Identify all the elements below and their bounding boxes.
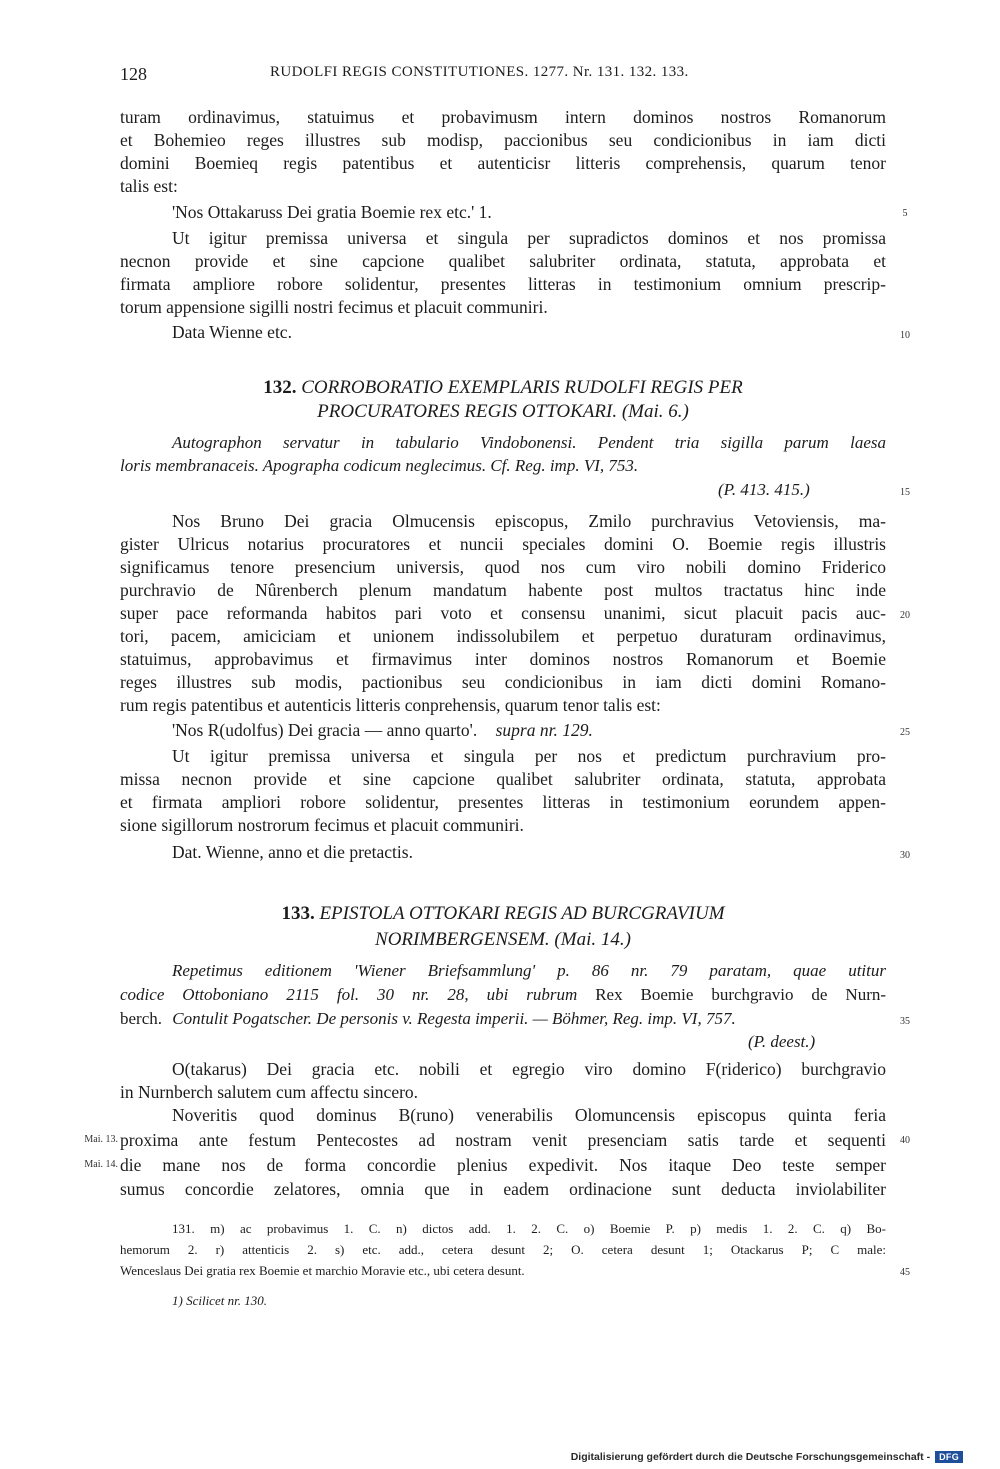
text-line: purchravio de Nûrenberch plenum mandatum habente post multos tractatus hinc inde — [120, 580, 886, 600]
reference: (P. 413. 415.) — [718, 480, 810, 499]
section-132-heading — [120, 376, 886, 400]
note-rubric: berch. — [120, 1009, 163, 1028]
margin-date: Mai. 13. — [84, 1134, 118, 1145]
section-133-heading-2: NORIMBERGENSEM. (Mai. 14.) — [375, 929, 631, 950]
footnote-line: hemorum 2. r) attenticis 2. s) etc. add., cetera desunt 2; O. cetera desunt 1; Otackarus P; C male: — [120, 1242, 886, 1257]
line-number: 5 — [902, 208, 908, 219]
text-line: 'Nos Ottakaruss Dei gratia Boemie rex etc.' 1. — [172, 202, 492, 222]
text-line: tori, pacem, amiciciam et unionem indissolubilem et perpetuo duraturam ordinavimus, — [120, 626, 886, 646]
page-number: 128 — [120, 64, 147, 84]
editorial-note: Repetimus editionem 'Wiener Briefsammlung' p. 86 nr. 79 paratam, quae utitur — [172, 961, 886, 980]
reference: (P. deest.) — [748, 1032, 816, 1051]
text-line: proxima ante festum Pentecostes ad nostram venit presenciam satis tarde et sequenti — [120, 1130, 886, 1150]
editorial-note: loris membranaceis. Apographa codicum neglecimus. Cf. Reg. imp. VI, 753. — [120, 456, 639, 475]
editorial-note — [120, 984, 886, 1006]
text-line: significamus tenore presencium universis, quod nos cum viro nobili domino Friderico — [120, 557, 886, 577]
text-line: sumus concordie zelatores, omnia que in eadem ordinacione sunt deducta inviolabiliter — [120, 1179, 886, 1199]
quoted-incipit: 'Nos R(udolfus) Dei gracia — anno quarto'. — [172, 720, 478, 740]
section-number: 132. — [263, 377, 297, 398]
footer-text: Digitalisierung gefördert durch die Deutsche Forschungsgemeinschaft - — [570, 1451, 931, 1463]
text-line: talis est: — [120, 176, 178, 196]
text-line: O(takarus) Dei gracia etc. nobili et egregio viro domino F(riderico) burchgravio — [172, 1059, 886, 1079]
footnote-line: Wenceslaus Dei gratia rex Boemie et marchio Moravie etc., ubi cetera desunt. — [120, 1263, 525, 1278]
line-number: 20 — [900, 610, 910, 621]
section-title: CORROBORATIO EXEMPLARIS RUDOLFI REGIS PER — [301, 377, 743, 398]
footnote-line: 1) Scilicet nr. 130. — [172, 1293, 267, 1308]
text-line: gister Ulricus notarius procuratores et nuncii speciales domini O. Boemie regis illustris — [120, 534, 886, 554]
line-number: 35 — [900, 1016, 910, 1027]
text-line: Nos Bruno Dei gracia Olmucensis episcopus, Zmilo purchravius Vetoviensis, ma- — [172, 511, 886, 531]
text-line: die mane nos de forma concordie plenius expedivit. Nos itaque Deo teste semper — [120, 1155, 886, 1175]
line-number: 25 — [900, 727, 910, 738]
text-line: reges illustres sub modis, pactionibus seu condicionibus in iam dicti domini Romano- — [120, 672, 886, 692]
line-number: 30 — [900, 850, 910, 861]
note-part: codice Ottoboniano 2115 fol. 30 nr. 28, ubi rubrum — [120, 985, 578, 1004]
section-number: 133. — [281, 903, 315, 924]
text-line: sione sigillorum nostrorum fecimus et placuit communiri. — [120, 815, 524, 835]
text-line: Ut igitur premissa universa et singula per supradictos dominos et nos promissa — [172, 228, 886, 248]
section-133-heading — [120, 902, 886, 926]
text-line: et Bohemieo reges illustres sub modisp, paccionibus seu condicionibus in iam dicti — [120, 130, 886, 150]
footnote-line: 131. m) ac probavimus 1. C. n) dictos add. 1. 2. C. o) Boemie P. p) medis 1. 2. C. q) Bo- — [172, 1221, 886, 1236]
note-rubric: Rex Boemie burchgravio de Nurn- — [595, 985, 887, 1004]
text-line: turam ordinavimus, statuimus et probavimusm intern dominos nostros Romanorum — [120, 107, 886, 127]
dfg-logo: DFG — [935, 1451, 963, 1463]
text-line: Ut igitur premissa universa et singula per nos et predictum purchravium pro- — [172, 746, 886, 766]
text-line: domini Boemieq regis patentibus et autenticisr litteris comprehensis, quarum tenor — [120, 153, 886, 173]
text-line: torum appensione sigilli nostri fecimus et placuit communiri. — [120, 297, 548, 317]
text-line: super pace reformanda habitos pari voto et consensu unanimi, sicut placuit pacis auc- — [120, 603, 886, 623]
line-number: 10 — [900, 330, 910, 341]
line-number: 40 — [900, 1135, 910, 1146]
margin-date: Mai. 14. — [84, 1159, 118, 1170]
text-line: Noveritis quod dominus B(runo) venerabilis Olomuncensis episcopus quinta feria — [172, 1105, 886, 1125]
section-132-heading-2: PROCURATORES REGIS OTTOKARI. (Mai. 6.) — [317, 401, 689, 422]
section-title: EPISTOLA OTTOKARI REGIS AD BURCGRAVIUM — [319, 903, 725, 924]
line-number: 15 — [900, 487, 910, 498]
note-part: Contulit Pogatscher. De personis v. Regesta imperii. — Böhmer, Reg. imp. VI, 757. — [172, 1009, 736, 1028]
line-number: 45 — [900, 1267, 910, 1278]
editorial-note: Autographon servatur in tabulario Vindobonensi. Pendent tria sigilla parum laesa — [172, 433, 886, 452]
text-line: statuimus, approbavimus et firmavimus inter dominos nostros Romanorum et Boemie — [120, 649, 886, 669]
text-line: in Nurnberch salutem cum affectu sincero. — [120, 1082, 419, 1102]
text-line — [172, 719, 593, 741]
text-line: rum regis patentibus et autenticis litteris conprehensis, quarum tenor talis est: — [120, 695, 661, 715]
digitization-footer — [571, 1451, 963, 1463]
cross-reference: supra nr. 129. — [495, 720, 593, 740]
text-line: missa necnon provide et sine capcione qualibet salubriter ordinata, statuta, approbata — [120, 769, 886, 789]
editorial-note — [120, 1008, 886, 1030]
running-title: RUDOLFI REGIS CONSTITUTIONES. 1277. Nr. 131. 132. 133. — [270, 64, 689, 80]
text-line: firmata ampliore robore solidentur, presentes litteras in testimonium omnium prescrip- — [120, 274, 886, 294]
text-line: necnon provide et sine capcione qualibet salubriter ordinata, statuta, approbata et — [120, 251, 886, 271]
text-line: Data Wienne etc. — [172, 322, 292, 342]
text-line: Dat. Wienne, anno et die pretactis. — [172, 842, 413, 862]
text-line: et firmata ampliori robore solidentur, presentes litteras in testimonium eorundem appen- — [120, 792, 886, 812]
